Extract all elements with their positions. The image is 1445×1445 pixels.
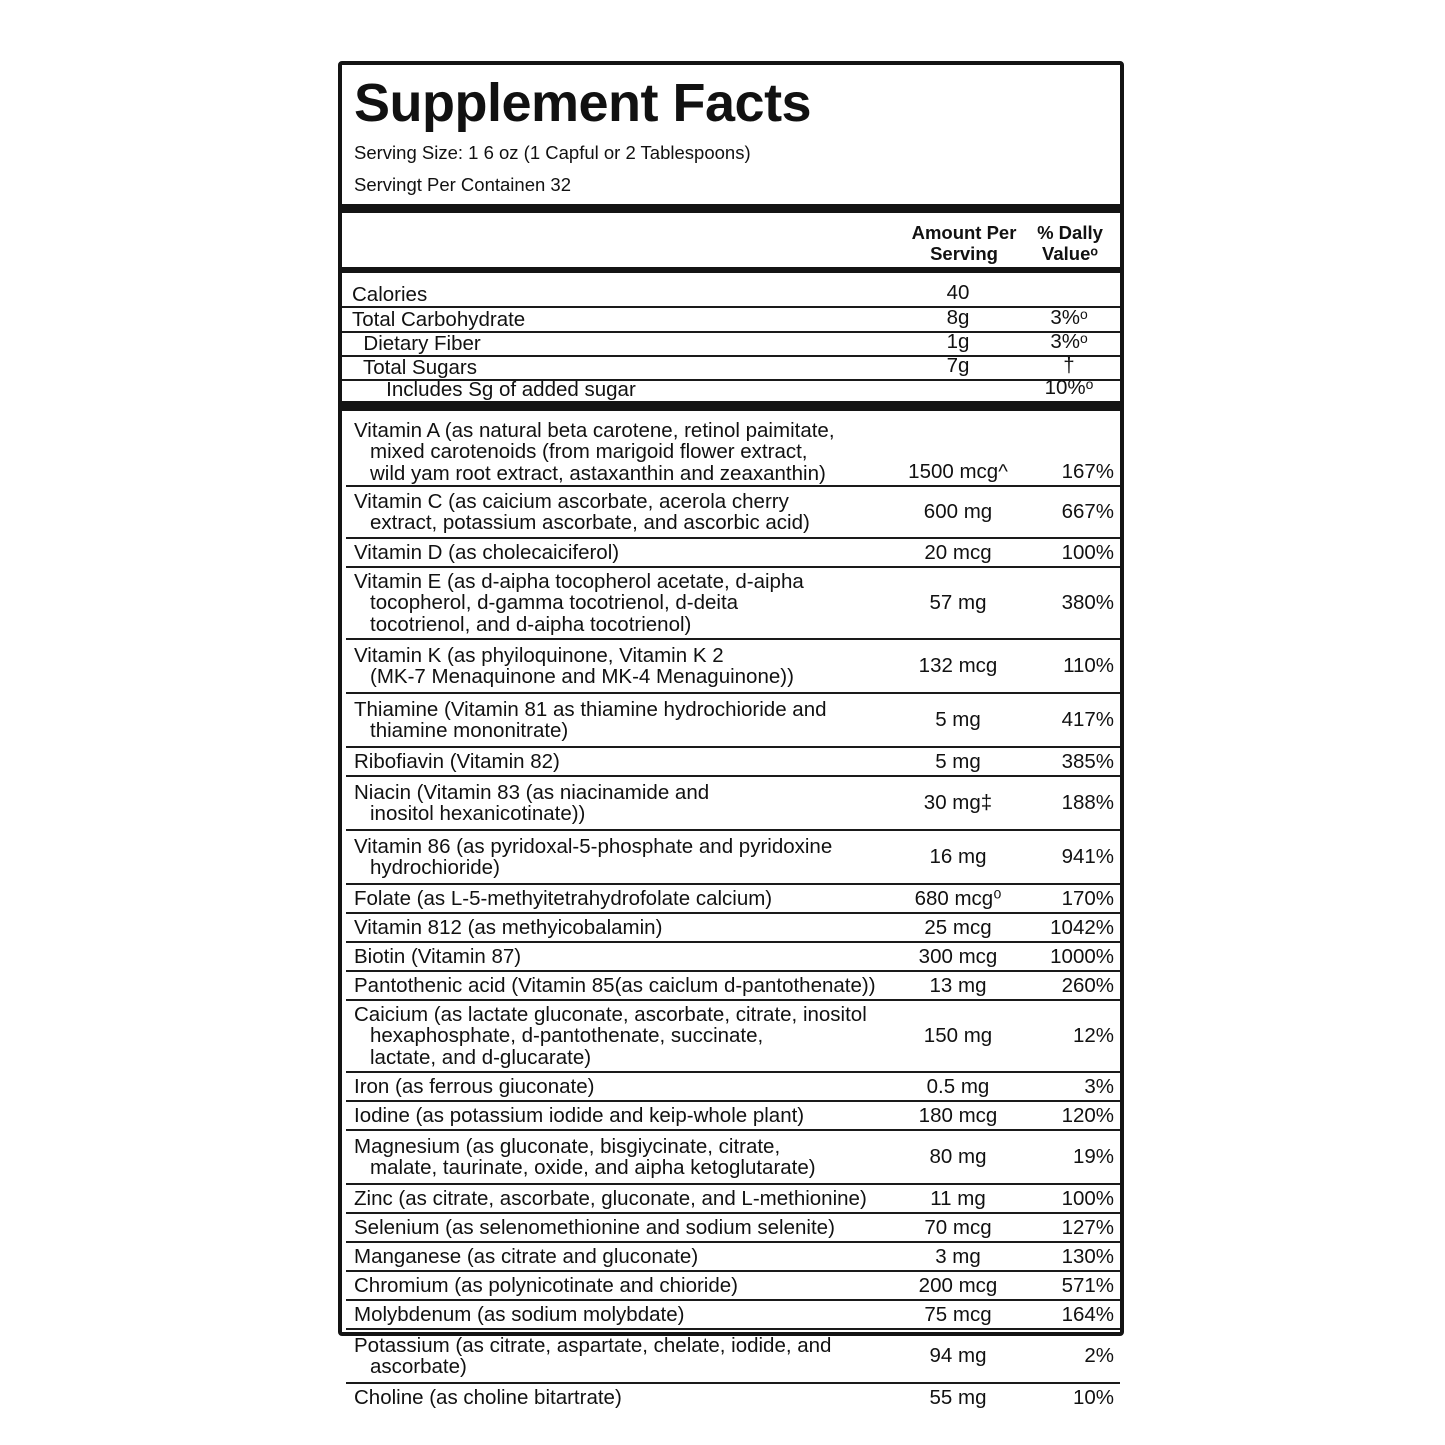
nutrient-amount: 7g <box>946 354 970 377</box>
nutrient-amount: 16 mg <box>929 845 987 868</box>
nutrient-daily-value: 380% <box>1061 591 1114 614</box>
nutrient-row <box>346 777 1120 831</box>
nutrient-daily-value: 127% <box>1061 1215 1114 1239</box>
added-sugars-row <box>342 376 1120 401</box>
nutrient-row <box>346 1330 1120 1384</box>
nutrient-daily-value: 164% <box>1061 1302 1114 1326</box>
nutrient-name: Vitamin E (as d-aipha tocopherol acetate, d-aipha tocopherol, d-gamma tocotrienol, d-deita tocotrienol, and d-aipha tocotrienol) <box>354 569 804 636</box>
nutrient-name: Includes Sg of added sugar <box>352 377 636 401</box>
nutrient-name: Total Carbohydrate <box>352 307 526 331</box>
nutrient-amount: 3 mg <box>935 1244 981 1268</box>
nutrient-daily-value: 417% <box>1061 708 1114 731</box>
nutrient-daily-value: 130% <box>1061 1244 1114 1268</box>
dietary-fiber-row <box>342 330 1120 357</box>
nutrient-amount: 11 mg <box>930 1186 986 1210</box>
nutrient-amount: 13 mg <box>929 973 987 997</box>
nutrient-daily-value: 260% <box>1061 973 1114 997</box>
nutrient-name: Molybdenum (as sodium molybdate) <box>354 1302 685 1326</box>
nutrient-amount: 600 mg <box>923 500 993 523</box>
nutrient-amount: 150 mg <box>923 1024 993 1047</box>
nutrient-amount: 200 mcg <box>918 1273 998 1297</box>
nutrient-name: Iodine (as potassium iodide and keip-whole plant) <box>354 1103 805 1127</box>
nutrient-name: Biotin (Vitamin 87) <box>354 944 522 968</box>
nutrient-amount: 80 mg <box>929 1145 987 1168</box>
nutrient-row <box>346 1131 1120 1185</box>
nutrient-amount: 40 <box>946 281 970 304</box>
nutrient-daily-value: 120% <box>1061 1103 1114 1127</box>
supplement-facts-panel <box>338 61 1124 1409</box>
nutrient-amount: 70 mcg <box>924 1215 992 1239</box>
nutrient-amount: 8g <box>946 306 970 329</box>
nutrient-daily-value: 100% <box>1061 1186 1114 1210</box>
nutrient-amount: 5 mg <box>935 749 981 773</box>
nutrient-row <box>346 1185 1120 1214</box>
nutrient-amount: 20 mcg <box>924 540 992 564</box>
nutrient-amount: 1g <box>946 330 970 353</box>
nutrient-name: Pantothenic acid (Vitamin 85(as caiclum d-pantothenate)) <box>354 973 876 997</box>
nutrient-name: Folate (as L-5-methyitetrahydrofolate calcium) <box>354 886 773 910</box>
calories-row <box>342 273 1120 308</box>
nutrient-daily-value: 10% <box>1072 1385 1114 1409</box>
nutrient-daily-value: 1000% <box>1050 944 1114 968</box>
nutrient-daily-value: 3%ᵒ <box>1050 306 1088 329</box>
nutrient-name: Selenium (as selenomethionine and sodium selenite) <box>354 1215 835 1239</box>
nutrient-daily-value: 188% <box>1061 791 1114 814</box>
nutrient-amount: 0.5 mg <box>926 1074 990 1098</box>
nutrient-daily-value: 667% <box>1061 500 1114 523</box>
nutrient-row <box>346 1214 1120 1243</box>
nutrient-name: Total Sugars <box>352 355 477 379</box>
nutrient-name: Zinc (as citrate, ascorbate, gluconate, and L-methionine) <box>354 1186 867 1210</box>
nutrient-name: Thiamine (Vitamin 81 as thiamine hydrochioride and thiamine mononitrate) <box>354 697 827 742</box>
nutrient-row <box>346 1073 1120 1102</box>
nutrient-row <box>346 411 1120 487</box>
panel-title: Supplement Facts <box>354 73 812 133</box>
nutrient-name: Vitamin A (as natural beta carotene, retinol paimitate, mixed carotenoids (from marigoid flower extract, wild yam root extract, astaxanthin and zeaxanthin) <box>354 418 835 485</box>
nutrient-amount <box>898 381 1018 401</box>
nutrient-name: Vitamin K (as phyiloquinone, Vitamin K 2 (MK-7 Menaquinone and MK-4 Menaguinone)) <box>354 643 794 688</box>
nutrient-daily-value <box>1024 273 1114 306</box>
nutrient-amount: 94 mg <box>929 1344 987 1367</box>
nutrient-row <box>346 640 1120 694</box>
nutrient-name: Vitamin C (as caicium ascorbate, acerola cherry extract, potassium ascorbate, and ascorbic acid) <box>354 489 810 534</box>
nutrient-amount: 132 mcg <box>918 654 998 677</box>
nutrient-name: Magnesium (as gluconate, bisgiycinate, citrate, malate, taurinate, oxide, and aipha ketoglutarate) <box>354 1134 816 1179</box>
nutrient-amount: 680 mcg⁰ <box>914 887 1002 910</box>
nutrient-daily-value: 941% <box>1061 845 1114 868</box>
nutrient-amount: 300 mcg <box>918 944 998 968</box>
nutrient-row <box>346 972 1120 1001</box>
nutrient-amount: 57 mg <box>929 591 987 614</box>
nutrient-amount: 1500 mcg^ <box>908 460 1008 483</box>
nutrient-row <box>346 539 1120 568</box>
total-carbohydrate-row <box>342 308 1120 333</box>
serving-size: Serving Size: 1 6 oz (1 Capful or 2 Tablespoons) <box>354 142 751 163</box>
nutrient-name: Chromium (as polynicotinate and chioride) <box>354 1273 738 1297</box>
nutrient-amount: 180 mcg <box>918 1103 998 1127</box>
nutrient-amount: 55 mg <box>929 1385 987 1409</box>
nutrient-row <box>346 1272 1120 1301</box>
nutrient-name: Vitamin D (as cholecaiciferol) <box>354 540 620 564</box>
amount-per-serving-header: Amount Per Serving <box>911 222 1017 264</box>
nutrient-name: Caicium (as lactate gluconate, ascorbate, citrate, inositol hexaphosphate, d-pantothenate, succinate, lactate, and d-glucarate) <box>354 1002 867 1069</box>
nutrient-row <box>346 568 1120 640</box>
nutrient-row <box>346 1301 1120 1330</box>
daily-value-header: % Dally Valueᵒ <box>1037 222 1103 264</box>
nutrient-daily-value: 110% <box>1063 654 1114 677</box>
thick-divider-middle <box>342 401 1120 411</box>
nutrient-daily-value: 170% <box>1061 886 1114 910</box>
nutrient-name: Calories <box>352 282 428 306</box>
nutrient-amount: 75 mcg <box>924 1302 992 1326</box>
nutrient-amount: 25 mcg <box>924 915 992 939</box>
nutrient-name: Manganese (as citrate and gluconate) <box>354 1244 699 1268</box>
nutrient-name: Ribofiavin (Vitamin 82) <box>354 749 560 773</box>
nutrient-daily-value: 3% <box>1084 1074 1114 1098</box>
nutrient-row <box>346 1384 1120 1411</box>
nutrient-name: Iron (as ferrous giuconate) <box>354 1074 595 1098</box>
nutrient-daily-value: 12% <box>1072 1024 1114 1047</box>
nutrient-row <box>346 1001 1120 1073</box>
nutrient-name: Vitamin 812 (as methyicobalamin) <box>354 915 663 939</box>
nutrient-daily-value: 167% <box>1061 460 1114 483</box>
nutrient-row <box>346 914 1120 943</box>
nutrient-row <box>346 487 1120 539</box>
nutrient-daily-value: 19% <box>1072 1145 1114 1168</box>
thick-divider-top <box>342 204 1120 213</box>
nutrient-amount: 5 mg <box>935 708 981 731</box>
nutrient-daily-value: 10%ᵒ <box>1044 376 1094 399</box>
servings-per-container: Servingt Per Containen 32 <box>354 174 571 195</box>
nutrient-name: Potassium (as citrate, aspartate, chelate, iodide, and ascorbate) <box>354 1333 832 1378</box>
nutrient-row <box>346 694 1120 748</box>
nutrient-daily-value: 1042% <box>1050 915 1114 939</box>
nutrient-row <box>346 885 1120 914</box>
nutrient-amount: 30 mg‡ <box>923 791 993 814</box>
nutrient-daily-value: 3%ᵒ <box>1050 330 1088 353</box>
nutrient-row <box>346 748 1120 777</box>
nutrient-name: Dietary Fiber <box>352 331 481 355</box>
nutrient-row <box>346 1243 1120 1272</box>
nutrient-daily-value: 100% <box>1061 540 1114 564</box>
nutrient-name: Choline (as choline bitartrate) <box>354 1385 622 1409</box>
nutrient-row <box>346 1102 1120 1131</box>
nutrient-name: Vitamin 86 (as pyridoxal-5-phosphate and pyridoxine hydrochioride) <box>354 834 833 879</box>
nutrient-daily-value: 385% <box>1061 749 1114 773</box>
nutrient-daily-value: † <box>1063 354 1075 377</box>
nutrient-daily-value: 571% <box>1061 1273 1114 1297</box>
nutrient-daily-value: 2% <box>1084 1344 1114 1367</box>
nutrient-name: Niacin (Vitamin 83 (as niacinamide and inositol hexanicotinate)) <box>354 780 710 825</box>
nutrient-row <box>346 943 1120 972</box>
nutrient-row <box>346 831 1120 885</box>
